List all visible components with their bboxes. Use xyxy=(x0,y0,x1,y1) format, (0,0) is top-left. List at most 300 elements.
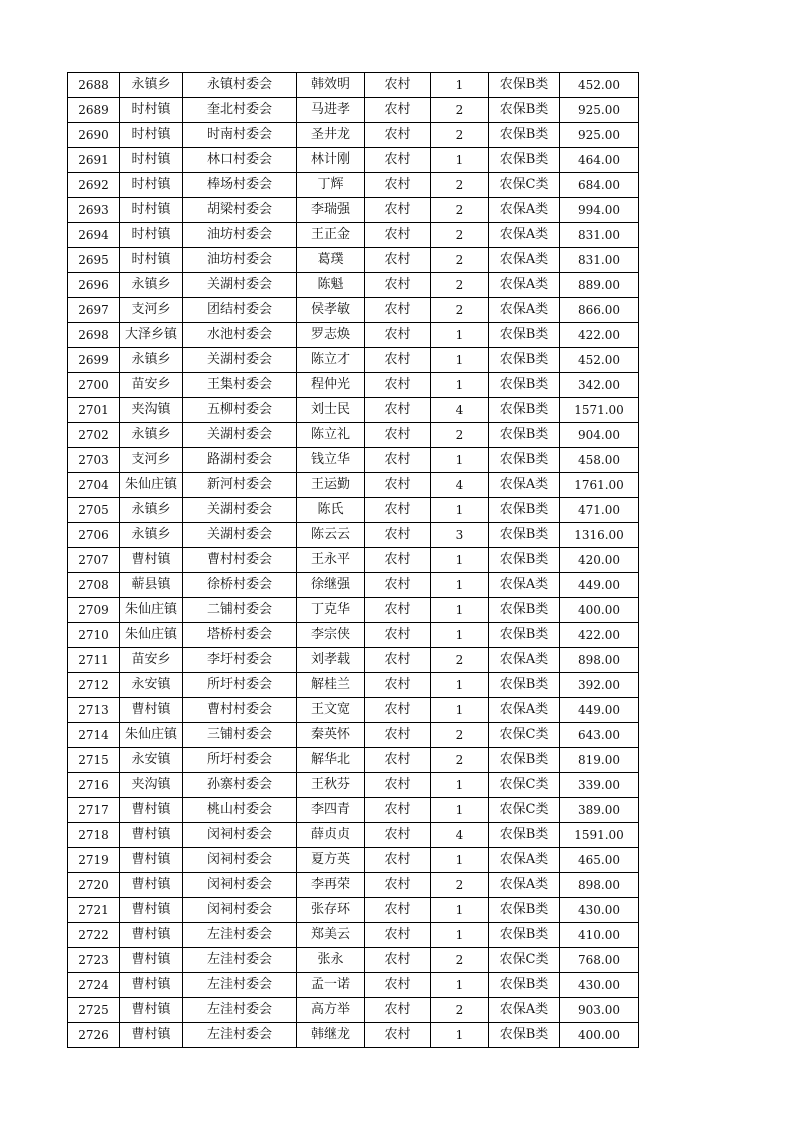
table-body xyxy=(68,73,639,1048)
amount-cell: 1761.00 xyxy=(560,473,639,498)
insurance-class-cell: 农保B类 xyxy=(489,373,560,398)
serial-number-cell: 2700 xyxy=(68,373,120,398)
table-row xyxy=(68,173,639,198)
insurance-class-cell: 农保B类 xyxy=(489,748,560,773)
household-size-cell: 2 xyxy=(431,223,489,248)
household-size-cell: 3 xyxy=(431,523,489,548)
insurance-class-cell: 农保C类 xyxy=(489,723,560,748)
village-committee-cell: 棒场村委会 xyxy=(183,173,297,198)
name-cell: 徐继强 xyxy=(297,573,365,598)
name-cell: 郑美云 xyxy=(297,923,365,948)
household-size-cell: 1 xyxy=(431,773,489,798)
insurance-class-cell: 农保B类 xyxy=(489,973,560,998)
township-cell: 永安镇 xyxy=(120,748,183,773)
serial-number-cell: 2723 xyxy=(68,948,120,973)
serial-number-cell: 2705 xyxy=(68,498,120,523)
table-row xyxy=(68,73,639,98)
amount-cell: 400.00 xyxy=(560,598,639,623)
name-cell: 孟一诺 xyxy=(297,973,365,998)
insurance-class-cell: 农保B类 xyxy=(489,898,560,923)
village-committee-cell: 左洼村委会 xyxy=(183,998,297,1023)
insurance-class-cell: 农保B类 xyxy=(489,548,560,573)
name-cell: 韩继龙 xyxy=(297,1023,365,1048)
household-size-cell: 1 xyxy=(431,923,489,948)
township-cell: 曹村镇 xyxy=(120,823,183,848)
area-type-cell: 农村 xyxy=(365,898,431,923)
village-committee-cell: 永镇村委会 xyxy=(183,73,297,98)
amount-cell: 422.00 xyxy=(560,323,639,348)
amount-cell: 392.00 xyxy=(560,673,639,698)
household-size-cell: 1 xyxy=(431,373,489,398)
name-cell: 张存环 xyxy=(297,898,365,923)
village-committee-cell: 孙寨村委会 xyxy=(183,773,297,798)
area-type-cell: 农村 xyxy=(365,298,431,323)
table-row xyxy=(68,248,639,273)
insurance-class-cell: 农保C类 xyxy=(489,773,560,798)
household-size-cell: 2 xyxy=(431,98,489,123)
table-row xyxy=(68,123,639,148)
insurance-class-cell: 农保A类 xyxy=(489,698,560,723)
serial-number-cell: 2709 xyxy=(68,598,120,623)
village-committee-cell: 路湖村委会 xyxy=(183,448,297,473)
township-cell: 永镇乡 xyxy=(120,423,183,448)
household-size-cell: 2 xyxy=(431,123,489,148)
household-size-cell: 2 xyxy=(431,198,489,223)
serial-number-cell: 2703 xyxy=(68,448,120,473)
insurance-class-cell: 农保B类 xyxy=(489,823,560,848)
insurance-class-cell: 农保B类 xyxy=(489,623,560,648)
name-cell: 圣井龙 xyxy=(297,123,365,148)
household-size-cell: 4 xyxy=(431,473,489,498)
amount-cell: 420.00 xyxy=(560,548,639,573)
area-type-cell: 农村 xyxy=(365,423,431,448)
insurance-class-cell: 农保A类 xyxy=(489,223,560,248)
amount-cell: 410.00 xyxy=(560,923,639,948)
village-committee-cell: 关湖村委会 xyxy=(183,273,297,298)
insurance-class-cell: 农保A类 xyxy=(489,273,560,298)
insurance-class-cell: 农保B类 xyxy=(489,673,560,698)
township-cell: 时村镇 xyxy=(120,148,183,173)
table-row xyxy=(68,823,639,848)
name-cell: 韩效明 xyxy=(297,73,365,98)
insurance-class-cell: 农保A类 xyxy=(489,848,560,873)
name-cell: 李再荣 xyxy=(297,873,365,898)
township-cell: 时村镇 xyxy=(120,98,183,123)
insurance-class-cell: 农保B类 xyxy=(489,423,560,448)
amount-cell: 684.00 xyxy=(560,173,639,198)
household-size-cell: 1 xyxy=(431,898,489,923)
name-cell: 解华北 xyxy=(297,748,365,773)
area-type-cell: 农村 xyxy=(365,598,431,623)
table-row xyxy=(68,898,639,923)
amount-cell: 339.00 xyxy=(560,773,639,798)
amount-cell: 342.00 xyxy=(560,373,639,398)
area-type-cell: 农村 xyxy=(365,398,431,423)
insurance-class-cell: 农保A类 xyxy=(489,573,560,598)
area-type-cell: 农村 xyxy=(365,173,431,198)
household-size-cell: 1 xyxy=(431,623,489,648)
amount-cell: 452.00 xyxy=(560,73,639,98)
household-size-cell: 1 xyxy=(431,448,489,473)
table-row xyxy=(68,148,639,173)
village-committee-cell: 团结村委会 xyxy=(183,298,297,323)
township-cell: 曹村镇 xyxy=(120,998,183,1023)
name-cell: 林计刚 xyxy=(297,148,365,173)
area-type-cell: 农村 xyxy=(365,698,431,723)
amount-cell: 430.00 xyxy=(560,898,639,923)
name-cell: 陈立才 xyxy=(297,348,365,373)
area-type-cell: 农村 xyxy=(365,498,431,523)
serial-number-cell: 2694 xyxy=(68,223,120,248)
township-cell: 大泽乡镇 xyxy=(120,323,183,348)
serial-number-cell: 2722 xyxy=(68,923,120,948)
table-row xyxy=(68,948,639,973)
township-cell: 时村镇 xyxy=(120,123,183,148)
table-row xyxy=(68,223,639,248)
table-row xyxy=(68,873,639,898)
household-size-cell: 1 xyxy=(431,573,489,598)
village-committee-cell: 所圩村委会 xyxy=(183,748,297,773)
amount-cell: 1591.00 xyxy=(560,823,639,848)
table-row xyxy=(68,848,639,873)
township-cell: 永镇乡 xyxy=(120,498,183,523)
household-size-cell: 1 xyxy=(431,973,489,998)
table-row xyxy=(68,1023,639,1048)
township-cell: 时村镇 xyxy=(120,198,183,223)
township-cell: 曹村镇 xyxy=(120,698,183,723)
area-type-cell: 农村 xyxy=(365,873,431,898)
household-size-cell: 2 xyxy=(431,873,489,898)
amount-cell: 458.00 xyxy=(560,448,639,473)
amount-cell: 464.00 xyxy=(560,148,639,173)
village-committee-cell: 五柳村委会 xyxy=(183,398,297,423)
table-row xyxy=(68,298,639,323)
household-size-cell: 2 xyxy=(431,998,489,1023)
township-cell: 永镇乡 xyxy=(120,273,183,298)
household-size-cell: 1 xyxy=(431,498,489,523)
name-cell: 解桂兰 xyxy=(297,673,365,698)
insurance-class-cell: 农保B类 xyxy=(489,448,560,473)
village-committee-cell: 左洼村委会 xyxy=(183,1023,297,1048)
serial-number-cell: 2690 xyxy=(68,123,120,148)
serial-number-cell: 2713 xyxy=(68,698,120,723)
insurance-class-cell: 农保A类 xyxy=(489,648,560,673)
township-cell: 苗安乡 xyxy=(120,373,183,398)
village-committee-cell: 所圩村委会 xyxy=(183,673,297,698)
insurance-class-cell: 农保B类 xyxy=(489,148,560,173)
village-committee-cell: 闵祠村委会 xyxy=(183,848,297,873)
amount-cell: 831.00 xyxy=(560,223,639,248)
table-row xyxy=(68,723,639,748)
area-type-cell: 农村 xyxy=(365,548,431,573)
table-row xyxy=(68,198,639,223)
area-type-cell: 农村 xyxy=(365,623,431,648)
serial-number-cell: 2693 xyxy=(68,198,120,223)
village-committee-cell: 水池村委会 xyxy=(183,323,297,348)
table-row xyxy=(68,98,639,123)
village-committee-cell: 闵祠村委会 xyxy=(183,873,297,898)
serial-number-cell: 2718 xyxy=(68,823,120,848)
area-type-cell: 农村 xyxy=(365,448,431,473)
area-type-cell: 农村 xyxy=(365,1023,431,1048)
serial-number-cell: 2724 xyxy=(68,973,120,998)
serial-number-cell: 2707 xyxy=(68,548,120,573)
township-cell: 时村镇 xyxy=(120,173,183,198)
area-type-cell: 农村 xyxy=(365,573,431,598)
amount-cell: 994.00 xyxy=(560,198,639,223)
area-type-cell: 农村 xyxy=(365,273,431,298)
area-type-cell: 农村 xyxy=(365,198,431,223)
village-committee-cell: 左洼村委会 xyxy=(183,973,297,998)
name-cell: 秦英怀 xyxy=(297,723,365,748)
amount-cell: 449.00 xyxy=(560,573,639,598)
table-row xyxy=(68,998,639,1023)
household-size-cell: 2 xyxy=(431,248,489,273)
area-type-cell: 农村 xyxy=(365,923,431,948)
table-row xyxy=(68,923,639,948)
area-type-cell: 农村 xyxy=(365,998,431,1023)
insurance-class-cell: 农保C类 xyxy=(489,948,560,973)
insurance-class-cell: 农保A类 xyxy=(489,198,560,223)
serial-number-cell: 2689 xyxy=(68,98,120,123)
amount-cell: 389.00 xyxy=(560,798,639,823)
township-cell: 夹沟镇 xyxy=(120,398,183,423)
township-cell: 永镇乡 xyxy=(120,73,183,98)
serial-number-cell: 2717 xyxy=(68,798,120,823)
village-committee-cell: 油坊村委会 xyxy=(183,223,297,248)
name-cell: 王永平 xyxy=(297,548,365,573)
insurance-class-cell: 农保C类 xyxy=(489,798,560,823)
village-committee-cell: 曹村村委会 xyxy=(183,548,297,573)
village-committee-cell: 王集村委会 xyxy=(183,373,297,398)
serial-number-cell: 2711 xyxy=(68,648,120,673)
village-committee-cell: 油坊村委会 xyxy=(183,248,297,273)
serial-number-cell: 2712 xyxy=(68,673,120,698)
serial-number-cell: 2697 xyxy=(68,298,120,323)
township-cell: 曹村镇 xyxy=(120,1023,183,1048)
household-size-cell: 4 xyxy=(431,398,489,423)
township-cell: 朱仙庄镇 xyxy=(120,623,183,648)
household-size-cell: 2 xyxy=(431,723,489,748)
insurance-class-cell: 农保A类 xyxy=(489,998,560,1023)
name-cell: 高方举 xyxy=(297,998,365,1023)
name-cell: 刘士民 xyxy=(297,398,365,423)
village-committee-cell: 关湖村委会 xyxy=(183,423,297,448)
area-type-cell: 农村 xyxy=(365,148,431,173)
name-cell: 薛贞贞 xyxy=(297,823,365,848)
township-cell: 支河乡 xyxy=(120,298,183,323)
area-type-cell: 农村 xyxy=(365,798,431,823)
table-row xyxy=(68,398,639,423)
serial-number-cell: 2714 xyxy=(68,723,120,748)
amount-cell: 898.00 xyxy=(560,648,639,673)
serial-number-cell: 2696 xyxy=(68,273,120,298)
area-type-cell: 农村 xyxy=(365,848,431,873)
village-committee-cell: 关湖村委会 xyxy=(183,523,297,548)
amount-cell: 1316.00 xyxy=(560,523,639,548)
village-committee-cell: 徐桥村委会 xyxy=(183,573,297,598)
name-cell: 李四青 xyxy=(297,798,365,823)
insurance-class-cell: 农保B类 xyxy=(489,73,560,98)
serial-number-cell: 2695 xyxy=(68,248,120,273)
serial-number-cell: 2708 xyxy=(68,573,120,598)
name-cell: 李瑞强 xyxy=(297,198,365,223)
area-type-cell: 农村 xyxy=(365,248,431,273)
name-cell: 陈立礼 xyxy=(297,423,365,448)
township-cell: 朱仙庄镇 xyxy=(120,598,183,623)
name-cell: 程仲光 xyxy=(297,373,365,398)
area-type-cell: 农村 xyxy=(365,473,431,498)
table-row xyxy=(68,573,639,598)
name-cell: 陈氏 xyxy=(297,498,365,523)
township-cell: 蕲县镇 xyxy=(120,573,183,598)
insurance-class-cell: 农保B类 xyxy=(489,123,560,148)
amount-cell: 866.00 xyxy=(560,298,639,323)
insurance-class-cell: 农保B类 xyxy=(489,523,560,548)
serial-number-cell: 2691 xyxy=(68,148,120,173)
name-cell: 侯孝敏 xyxy=(297,298,365,323)
household-size-cell: 1 xyxy=(431,148,489,173)
village-committee-cell: 二铺村委会 xyxy=(183,598,297,623)
household-size-cell: 1 xyxy=(431,73,489,98)
amount-cell: 643.00 xyxy=(560,723,639,748)
area-type-cell: 农村 xyxy=(365,648,431,673)
amount-cell: 925.00 xyxy=(560,123,639,148)
table-row xyxy=(68,598,639,623)
household-size-cell: 1 xyxy=(431,548,489,573)
village-committee-cell: 左洼村委会 xyxy=(183,948,297,973)
serial-number-cell: 2720 xyxy=(68,873,120,898)
household-size-cell: 4 xyxy=(431,823,489,848)
amount-cell: 768.00 xyxy=(560,948,639,973)
name-cell: 王秋芬 xyxy=(297,773,365,798)
township-cell: 曹村镇 xyxy=(120,848,183,873)
amount-cell: 465.00 xyxy=(560,848,639,873)
household-size-cell: 2 xyxy=(431,173,489,198)
insurance-class-cell: 农保B类 xyxy=(489,398,560,423)
name-cell: 马进孝 xyxy=(297,98,365,123)
amount-cell: 422.00 xyxy=(560,623,639,648)
amount-cell: 889.00 xyxy=(560,273,639,298)
village-committee-cell: 桃山村委会 xyxy=(183,798,297,823)
table-row xyxy=(68,973,639,998)
insurance-class-cell: 农保B类 xyxy=(489,923,560,948)
township-cell: 曹村镇 xyxy=(120,898,183,923)
serial-number-cell: 2716 xyxy=(68,773,120,798)
village-committee-cell: 塔桥村委会 xyxy=(183,623,297,648)
village-committee-cell: 关湖村委会 xyxy=(183,498,297,523)
household-size-cell: 2 xyxy=(431,423,489,448)
insurance-class-cell: 农保B类 xyxy=(489,323,560,348)
name-cell: 张永 xyxy=(297,948,365,973)
serial-number-cell: 2706 xyxy=(68,523,120,548)
village-committee-cell: 闵祠村委会 xyxy=(183,898,297,923)
serial-number-cell: 2701 xyxy=(68,398,120,423)
insurance-class-cell: 农保A类 xyxy=(489,298,560,323)
insurance-class-cell: 农保B类 xyxy=(489,98,560,123)
household-size-cell: 2 xyxy=(431,948,489,973)
name-cell: 王正金 xyxy=(297,223,365,248)
village-committee-cell: 曹村村委会 xyxy=(183,698,297,723)
serial-number-cell: 2715 xyxy=(68,748,120,773)
table-row xyxy=(68,698,639,723)
table-row xyxy=(68,773,639,798)
name-cell: 王文宽 xyxy=(297,698,365,723)
township-cell: 曹村镇 xyxy=(120,923,183,948)
township-cell: 永安镇 xyxy=(120,673,183,698)
table-row xyxy=(68,348,639,373)
area-type-cell: 农村 xyxy=(365,748,431,773)
village-committee-cell: 闵祠村委会 xyxy=(183,823,297,848)
area-type-cell: 农村 xyxy=(365,98,431,123)
township-cell: 永镇乡 xyxy=(120,523,183,548)
amount-cell: 430.00 xyxy=(560,973,639,998)
insurance-class-cell: 农保A类 xyxy=(489,473,560,498)
household-size-cell: 1 xyxy=(431,1023,489,1048)
insurance-class-cell: 农保B类 xyxy=(489,598,560,623)
table-row xyxy=(68,498,639,523)
area-type-cell: 农村 xyxy=(365,323,431,348)
amount-cell: 903.00 xyxy=(560,998,639,1023)
insurance-class-cell: 农保B类 xyxy=(489,1023,560,1048)
table-row xyxy=(68,673,639,698)
village-committee-cell: 林口村委会 xyxy=(183,148,297,173)
name-cell: 陈魁 xyxy=(297,273,365,298)
township-cell: 朱仙庄镇 xyxy=(120,723,183,748)
village-committee-cell: 关湖村委会 xyxy=(183,348,297,373)
record-table xyxy=(67,72,639,1048)
area-type-cell: 农村 xyxy=(365,123,431,148)
township-cell: 曹村镇 xyxy=(120,948,183,973)
area-type-cell: 农村 xyxy=(365,523,431,548)
area-type-cell: 农村 xyxy=(365,673,431,698)
area-type-cell: 农村 xyxy=(365,823,431,848)
township-cell: 曹村镇 xyxy=(120,798,183,823)
household-size-cell: 2 xyxy=(431,273,489,298)
serial-number-cell: 2719 xyxy=(68,848,120,873)
township-cell: 曹村镇 xyxy=(120,973,183,998)
household-size-cell: 1 xyxy=(431,323,489,348)
table-row xyxy=(68,473,639,498)
name-cell: 陈云云 xyxy=(297,523,365,548)
village-committee-cell: 时南村委会 xyxy=(183,123,297,148)
insurance-class-cell: 农保C类 xyxy=(489,173,560,198)
amount-cell: 1571.00 xyxy=(560,398,639,423)
amount-cell: 904.00 xyxy=(560,423,639,448)
household-size-cell: 1 xyxy=(431,598,489,623)
village-committee-cell: 左洼村委会 xyxy=(183,923,297,948)
household-size-cell: 1 xyxy=(431,848,489,873)
amount-cell: 898.00 xyxy=(560,873,639,898)
serial-number-cell: 2725 xyxy=(68,998,120,1023)
village-committee-cell: 胡梁村委会 xyxy=(183,198,297,223)
insurance-class-cell: 农保B类 xyxy=(489,348,560,373)
table-row xyxy=(68,648,639,673)
area-type-cell: 农村 xyxy=(365,973,431,998)
table-row xyxy=(68,523,639,548)
name-cell: 李宗侠 xyxy=(297,623,365,648)
name-cell: 罗志焕 xyxy=(297,323,365,348)
serial-number-cell: 2692 xyxy=(68,173,120,198)
table-row xyxy=(68,273,639,298)
household-size-cell: 1 xyxy=(431,348,489,373)
name-cell: 夏方英 xyxy=(297,848,365,873)
township-cell: 时村镇 xyxy=(120,248,183,273)
table-row xyxy=(68,373,639,398)
name-cell: 丁克华 xyxy=(297,598,365,623)
area-type-cell: 农村 xyxy=(365,373,431,398)
area-type-cell: 农村 xyxy=(365,948,431,973)
